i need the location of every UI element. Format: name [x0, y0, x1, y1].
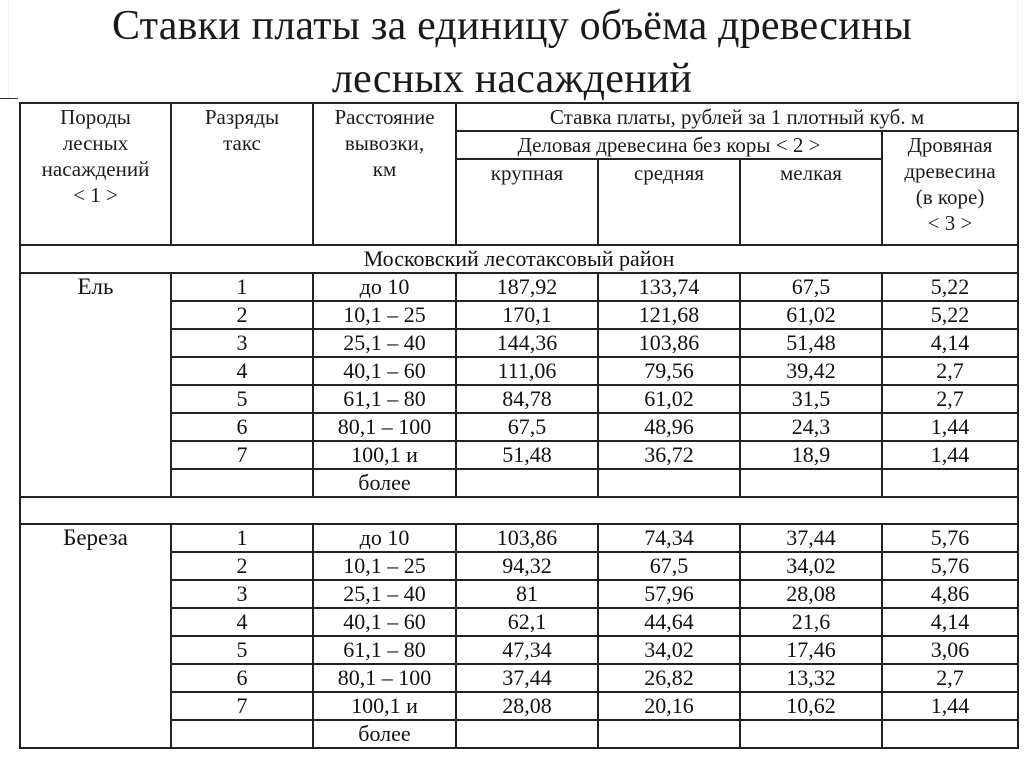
large-cell: 111,06 — [456, 357, 598, 385]
medium-cell: 26,82 — [598, 664, 740, 692]
header-category — [171, 103, 313, 245]
header-business-wood: Деловая древесина без коры < 2 > — [456, 131, 882, 159]
large-cell: 81 — [456, 580, 598, 608]
large-cell: 47,34 — [456, 636, 598, 664]
large-cell: 94,32 — [456, 552, 598, 580]
medium-cell: 133,74 — [598, 273, 740, 301]
medium-cell: 48,96 — [598, 413, 740, 441]
header-distance-line-1: Расстояние — [334, 105, 435, 129]
distance-cell: 100,1 и — [313, 441, 456, 469]
small-cell: 61,02 — [740, 301, 882, 329]
header-species-line-2: лесных — [62, 131, 129, 155]
firewood-cell: 1,44 — [882, 692, 1018, 720]
header-rate: Ставка платы, рублей за 1 плотный куб. м — [456, 103, 1018, 131]
species-cell: Береза — [20, 524, 171, 748]
category-cell: 6 — [171, 413, 313, 441]
medium-cell: 79,56 — [598, 357, 740, 385]
firewood-cell: 3,06 — [882, 636, 1018, 664]
category-cell: 1 — [171, 273, 313, 301]
distance-cell: 61,1 – 80 — [313, 636, 456, 664]
category-cell: 1 — [171, 524, 313, 552]
distance-cell: 40,1 – 60 — [313, 608, 456, 636]
large-cell: 103,86 — [456, 524, 598, 552]
category-cell — [171, 469, 313, 497]
distance-cell: 40,1 – 60 — [313, 357, 456, 385]
large-cell: 51,48 — [456, 441, 598, 469]
category-cell: 2 — [171, 301, 313, 329]
page-title-line-1: Ставки платы за единицу объёма древесины — [111, 3, 913, 49]
firewood-cell: 4,14 — [882, 608, 1018, 636]
distance-cell: 10,1 – 25 — [313, 301, 456, 329]
category-cell: 7 — [171, 692, 313, 720]
header-species-line-3: насаждений — [41, 157, 150, 181]
small-cell: 18,9 — [740, 441, 882, 469]
category-cell: 5 — [171, 636, 313, 664]
header-medium: средняя — [598, 159, 740, 245]
large-cell: 187,92 — [456, 273, 598, 301]
firewood-cell: 1,44 — [882, 413, 1018, 441]
header-firewood-line-3: (в коре) — [915, 185, 985, 209]
large-cell: 62,1 — [456, 608, 598, 636]
header-firewood-line-4: < 3 > — [927, 211, 973, 235]
medium-cell: 34,02 — [598, 636, 740, 664]
medium-cell: 67,5 — [598, 552, 740, 580]
small-cell: 31,5 — [740, 385, 882, 413]
medium-cell: 121,68 — [598, 301, 740, 329]
small-cell: 51,48 — [740, 329, 882, 357]
firewood-cell: 2,7 — [882, 385, 1018, 413]
species-cell: Ель — [20, 273, 171, 497]
firewood-cell: 2,7 — [882, 357, 1018, 385]
firewood-cell: 4,86 — [882, 580, 1018, 608]
header-firewood — [882, 131, 1018, 245]
header-firewood-line-1: Дровяная — [907, 133, 993, 157]
small-cell: 13,32 — [740, 664, 882, 692]
medium-cell: 103,86 — [598, 329, 740, 357]
distance-cell: 80,1 – 100 — [313, 413, 456, 441]
firewood-cell: 1,44 — [882, 441, 1018, 469]
small-cell: 39,42 — [740, 357, 882, 385]
header-distance — [313, 103, 456, 245]
category-cell: 4 — [171, 357, 313, 385]
small-cell: 37,44 — [740, 524, 882, 552]
category-cell: 7 — [171, 441, 313, 469]
medium-cell: 61,02 — [598, 385, 740, 413]
distance-cell: 10,1 – 25 — [313, 552, 456, 580]
firewood-cell: 5,22 — [882, 273, 1018, 301]
large-cell: 170,1 — [456, 301, 598, 329]
distance-cell: 25,1 – 40 — [313, 329, 456, 357]
small-cell — [740, 469, 882, 497]
table-row — [20, 273, 1018, 301]
small-cell: 17,46 — [740, 636, 882, 664]
header-firewood-line-2: древесина — [904, 159, 996, 183]
firewood-cell: 5,76 — [882, 524, 1018, 552]
distance-cell: до 10 — [313, 273, 456, 301]
large-cell — [456, 469, 598, 497]
category-cell: 3 — [171, 580, 313, 608]
header-distance-line-3: км — [372, 157, 397, 181]
header-species — [20, 103, 171, 245]
medium-cell: 36,72 — [598, 441, 740, 469]
header-distance-line-2: вывозки, — [344, 131, 425, 155]
medium-cell: 20,16 — [598, 692, 740, 720]
distance-cell: 80,1 – 100 — [313, 664, 456, 692]
small-cell: 21,6 — [740, 608, 882, 636]
rates-table — [19, 102, 1019, 749]
firewood-cell — [882, 720, 1018, 748]
distance-cell: более — [313, 469, 456, 497]
header-category-line-1: Разряды — [204, 105, 280, 129]
medium-cell — [598, 469, 740, 497]
category-cell: 5 — [171, 385, 313, 413]
medium-cell — [598, 720, 740, 748]
header-large: крупная — [456, 159, 598, 245]
large-cell: 37,44 — [456, 664, 598, 692]
distance-cell: более — [313, 720, 456, 748]
distance-cell: до 10 — [313, 524, 456, 552]
large-cell: 144,36 — [456, 329, 598, 357]
header-small: мелкая — [740, 159, 882, 245]
header-category-line-2: такс — [223, 131, 261, 155]
small-cell: 34,02 — [740, 552, 882, 580]
large-cell: 67,5 — [456, 413, 598, 441]
firewood-cell: 5,76 — [882, 552, 1018, 580]
category-cell: 2 — [171, 552, 313, 580]
page-title-line-2: лесных насаждений — [331, 56, 693, 102]
small-cell — [740, 720, 882, 748]
category-cell: 3 — [171, 329, 313, 357]
category-cell: 4 — [171, 608, 313, 636]
small-cell: 67,5 — [740, 273, 882, 301]
group-separator-row — [20, 497, 1018, 524]
large-cell: 28,08 — [456, 692, 598, 720]
large-cell — [456, 720, 598, 748]
firewood-cell: 2,7 — [882, 664, 1018, 692]
header-species-line-1: Породы — [60, 105, 131, 129]
distance-cell: 61,1 – 80 — [313, 385, 456, 413]
firewood-cell — [882, 469, 1018, 497]
medium-cell: 74,34 — [598, 524, 740, 552]
small-cell: 28,08 — [740, 580, 882, 608]
medium-cell: 57,96 — [598, 580, 740, 608]
distance-cell: 100,1 и — [313, 692, 456, 720]
table-row — [20, 524, 1018, 552]
header-species-line-4: < 1 > — [73, 183, 118, 207]
small-cell: 24,3 — [740, 413, 882, 441]
firewood-cell: 4,14 — [882, 329, 1018, 357]
medium-cell: 44,64 — [598, 608, 740, 636]
category-cell — [171, 720, 313, 748]
small-cell: 10,62 — [740, 692, 882, 720]
large-cell: 84,78 — [456, 385, 598, 413]
region-row: Московский лесотаксовый район — [20, 245, 1018, 273]
category-cell: 6 — [171, 664, 313, 692]
distance-cell: 25,1 – 40 — [313, 580, 456, 608]
firewood-cell: 5,22 — [882, 301, 1018, 329]
